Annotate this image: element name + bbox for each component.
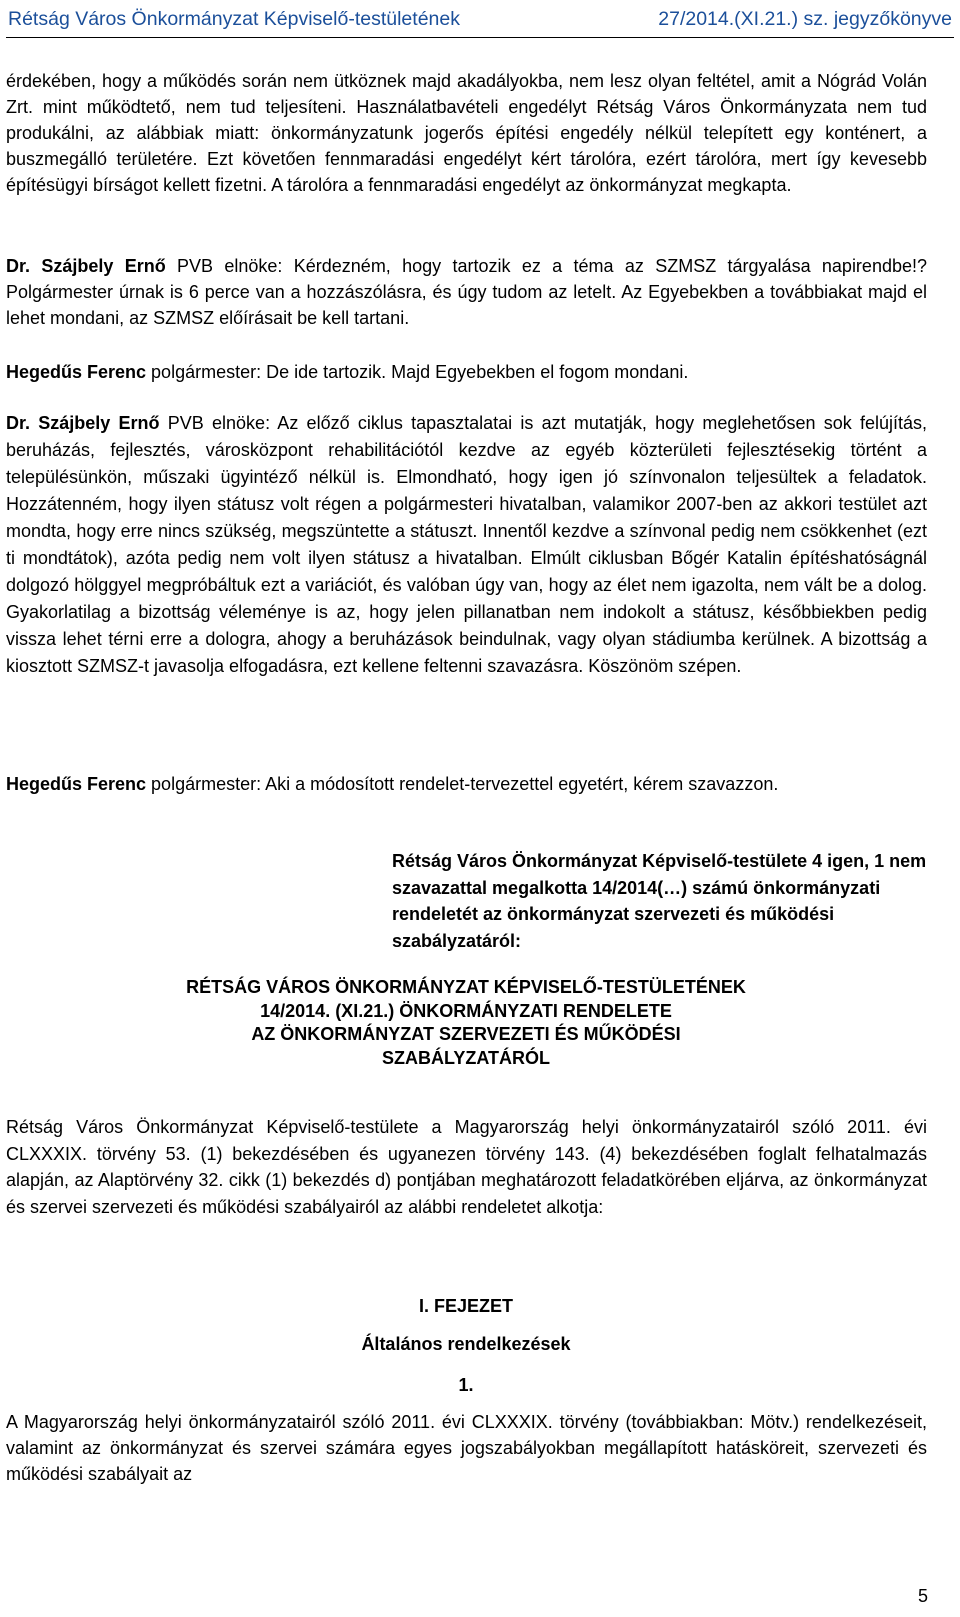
paragraph-hegedus-1 (6, 359, 927, 385)
page-header (6, 4, 954, 38)
paragraph-intro: érdekében, hogy a működés során nem ütköznek majd akadályokba, nem lesz olyan feltétel, amit a Nógrád Volán Zrt. mint működtető, nem tud teljesíteni. Használatbavételi engedélyt Rétság Város Önkormányzata nem tud produkálni, az alábbiak miatt: önkormányzatunk jogerős építési engedély nélkül telepített egy konténert, a buszmegálló területére. Ezt követően fennmaradási engedélyt kért tárolóra, ezért tárolóra, mert így kevesebb építésügyi bírságot kellett fizetni. A tárolóra a fennmaradási engedélyt az önkormányzat megkapta. (6, 71, 927, 195)
speaker-name: Hegedűs Ferenc (6, 774, 147, 794)
speech-text: polgármester: De ide tartozik. Majd Egyebekben el fogom mondani. (146, 362, 689, 382)
title-line: 14/2014. (XI.21.) ÖNKORMÁNYZATI RENDELETE (260, 1000, 672, 1021)
paragraph-hegedus-2 (6, 771, 927, 798)
decision-block: Rétság Város Önkormányzat Képviselő-testülete 4 igen, 1 nem szavazattal megalkotta 14/2014(…) számú önkormányzati rendeletét az önkormányzat szervezeti és működési szabályzatáról: (392, 851, 927, 951)
title-line: AZ ÖNKORMÁNYZAT SZERVEZETI ÉS MŰKÖDÉSI (251, 1024, 681, 1044)
speech-text: polgármester: Aki a módosított rendelet-tervezettel egyetért, kérem szavazzon. (146, 774, 779, 794)
chapter-heading: I. FEJEZET (418, 1296, 514, 1316)
speech-text: PVB elnöke: Az előző ciklus tapasztalatai is azt mutatják, hogy meglehetősen sok felújítás, beruházás, fejlesztés, városközpont rehabilitációtól kezdve az egyéb közterületi fejlesztésekig történt a településünkön, műszaki ügyintéző nélkül is. Elmondható, hogy igen jó színvonalon teljesültek a feladatok. Hozzátenném, hogy ilyen státusz volt régen a polgármesteri hivatalban, valamikor 2007-ben az akkori testület azt mondta, hogy erre nincs szükség, megszüntette a státuszt. Innentől kezdve a színvonal pedig nem csökkenhet (ezt ti mondtátok), azóta pedig nem volt ilyen státusz a hivatalban. Elmúlt ciklusban Bőgér Katalin építéshatóságnál dolgozó hölggyel megpróbáltuk ezt a variációt, és valóban úgy van, hogy az élet nem igazolta, nem vált be a dolog. Gyakorlatilag a bizottság véleménye is az, hogy jelen pillanatban nem indokolt a státusz, későbbiekben pedig vissza lehet térni erre a dologra, ahogy a beruházások beindulnak, vagy olyan stádiumba kerülnek. A bizottság a kiosztott SZMSZ-t javasolja elfogadásra, ezt kellene feltenni szavazásra. Köszönöm szépen. (6, 413, 927, 676)
speech-text: PVB elnöke: Kérdezném, hogy tartozik ez a téma az SZMSZ tárgyalása napirendbe!? Polgármester úrnak is 6 perce van a hozzászólásra, és úgy tudom az letelt. Az Egyebekben a továbbiakat majd el lehet mondani, az SZMSZ előírásait be kell tartani. (6, 256, 927, 328)
section-heading: 1. (458, 1375, 474, 1395)
speaker-name: Dr. Szájbely Ernő (6, 256, 166, 276)
page-number: 5 (917, 1586, 928, 1606)
paragraph-section-1: A Magyarország helyi önkormányzatairól szóló 2011. évi CLXXXIX. törvény (továbbiakban: Mötv.) rendelkezéseit, valamint az önkormányzat és szervei számára egyes jogszabályokban megállapított hatásköreit, szervezeti és működési szabályait az (6, 1412, 927, 1484)
header-right-text: 27/2014.(XI.21.) sz. jegyzőkönyve (658, 8, 952, 30)
header-left-text: Rétság Város Önkormányzat Képviselő-testületének (8, 8, 460, 30)
speaker-name: Dr. Szájbely Ernő (6, 413, 160, 433)
speaker-name: Hegedűs Ferenc (6, 362, 147, 382)
regulation-title (0, 976, 932, 1070)
paragraph-preamble: Rétság Város Önkormányzat Képviselő-testülete a Magyarország helyi önkormányzatairól szóló 2011. évi CLXXXIX. törvény 53. (1) bekezdésében és ugyanezen törvény 143. (4) bekezdésében foglalt felhatalmazás alapján, az Alaptörvény 32. cikk (1) bekezdés d) pontjában meghatározott feladatkörében eljárva, az önkormányzat és szervei szervezeti és működési szabályairól az alábbi rendeletet alkotja: (6, 1117, 927, 1217)
paragraph-szajbely-1 (6, 253, 927, 331)
title-line: SZABÁLYZATÁRÓL (382, 1047, 550, 1068)
paragraph-szajbely-2 (6, 410, 927, 680)
title-line: RÉTSÁG VÁROS ÖNKORMÁNYZAT KÉPVISELŐ-TESTÜLETÉNEK (186, 977, 746, 997)
chapter-title: Általános rendelkezések (361, 1334, 571, 1354)
